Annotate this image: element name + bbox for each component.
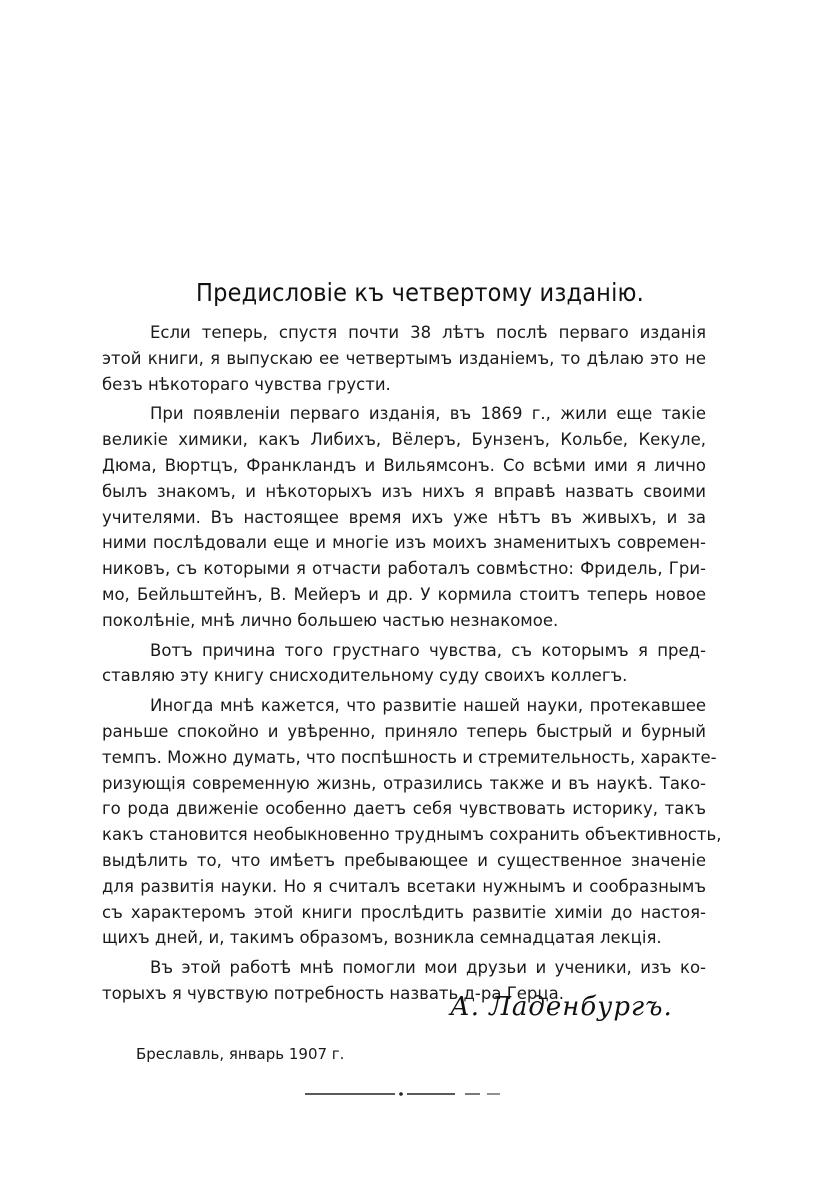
- text-line: для развитія науки. Но я считалъ всетаки нужнымъ и сообразнымъ: [102, 876, 706, 896]
- text-line: выдѣлить то, что имѣетъ пребывающее и существенное значеніе: [102, 850, 706, 870]
- text-line: При появленіи перваго изданія, въ 1869 г., жили еще такіе: [150, 404, 706, 424]
- text-line: этой книги, я выпускаю ее четвертымъ изданіемъ, то дѣлаю это не: [102, 348, 706, 368]
- text-line: темпъ. Можно думать, что поспѣшность и стремительность, характе-: [102, 747, 717, 767]
- text-line: какъ становится необыкновенно труднымъ сохранить объективность,: [102, 825, 722, 845]
- author-signature: А. Ладенбургъ.: [450, 992, 673, 1022]
- text-line: былъ знакомъ, и нѣкоторыхъ изъ нихъ я вправѣ назвать своими: [102, 481, 706, 501]
- place-date: Бреславль, январь 1907 г.: [136, 1045, 345, 1063]
- page-title: Предисловіе къ четвертому изданію.: [196, 278, 644, 307]
- text-line: безъ нѣкотораго чувства грусти.: [102, 374, 391, 394]
- text-line: раньше спокойно и увѣренно, приняло теперь быстрый и бурный: [102, 721, 706, 741]
- text-line: никовъ, съ которыми я отчасти работалъ совмѣстно: Фридель, Гри-: [102, 559, 706, 579]
- text-line: щихъ дней, и, такимъ образомъ, возникла семнадцатая лекція.: [102, 928, 662, 948]
- paragraph-2: [102, 401, 706, 633]
- text-line: мо, Бейльштейнъ, В. Мейеръ и др. У кормила стоитъ теперь новое: [102, 584, 706, 604]
- text-line: учителями. Въ настоящее время ихъ уже нѣтъ въ живыхъ, и за: [102, 507, 706, 527]
- text-line: съ характеромъ этой книги прослѣдить развитіе химіи до настоя-: [102, 902, 706, 922]
- text-line: Иногда мнѣ кажется, что развитіе нашей науки, протекавшее: [150, 696, 706, 716]
- text-line: поколѣніе, мнѣ лично большею частью незнакомое.: [102, 610, 559, 630]
- text-line: торыхъ я чувствую потребность назвать д-ра Герца.: [102, 983, 564, 1003]
- text-line: Если теперь, спустя почти 38 лѣтъ послѣ перваго изданія: [150, 323, 706, 342]
- text-line: ризующія современную жизнь, отразились также и въ наукѣ. Тако-: [102, 773, 706, 793]
- text-line: го рода движеніе особенно даетъ себя чувствовать историку, такъ: [102, 799, 706, 819]
- ornament-divider: [305, 1092, 500, 1096]
- text-line: ставляю эту книгу снисходительному суду своихъ коллегъ.: [102, 666, 628, 686]
- paragraph-3: [102, 638, 706, 690]
- text-line: ними послѣдовали еще и многіе изъ моихъ знаменитыхъ современ-: [102, 533, 706, 553]
- text-line: Въ этой работѣ мнѣ помогли мои друзьи и ученики, изъ ко-: [150, 958, 706, 978]
- text-line: великіе химики, какъ Либихъ, Вёлеръ, Бунзенъ, Кольбе, Кекуле,: [102, 430, 706, 450]
- text-line: Дюма, Вюртцъ, Франкландъ и Вильямсонъ. Со всѣми ими я лично: [102, 455, 706, 475]
- text-line: Вотъ причина того грустнаго чувства, съ которымъ я пред-: [150, 640, 706, 660]
- paragraph-1: [102, 320, 706, 397]
- paragraph-4: [102, 693, 722, 951]
- preface-body: [102, 320, 722, 1011]
